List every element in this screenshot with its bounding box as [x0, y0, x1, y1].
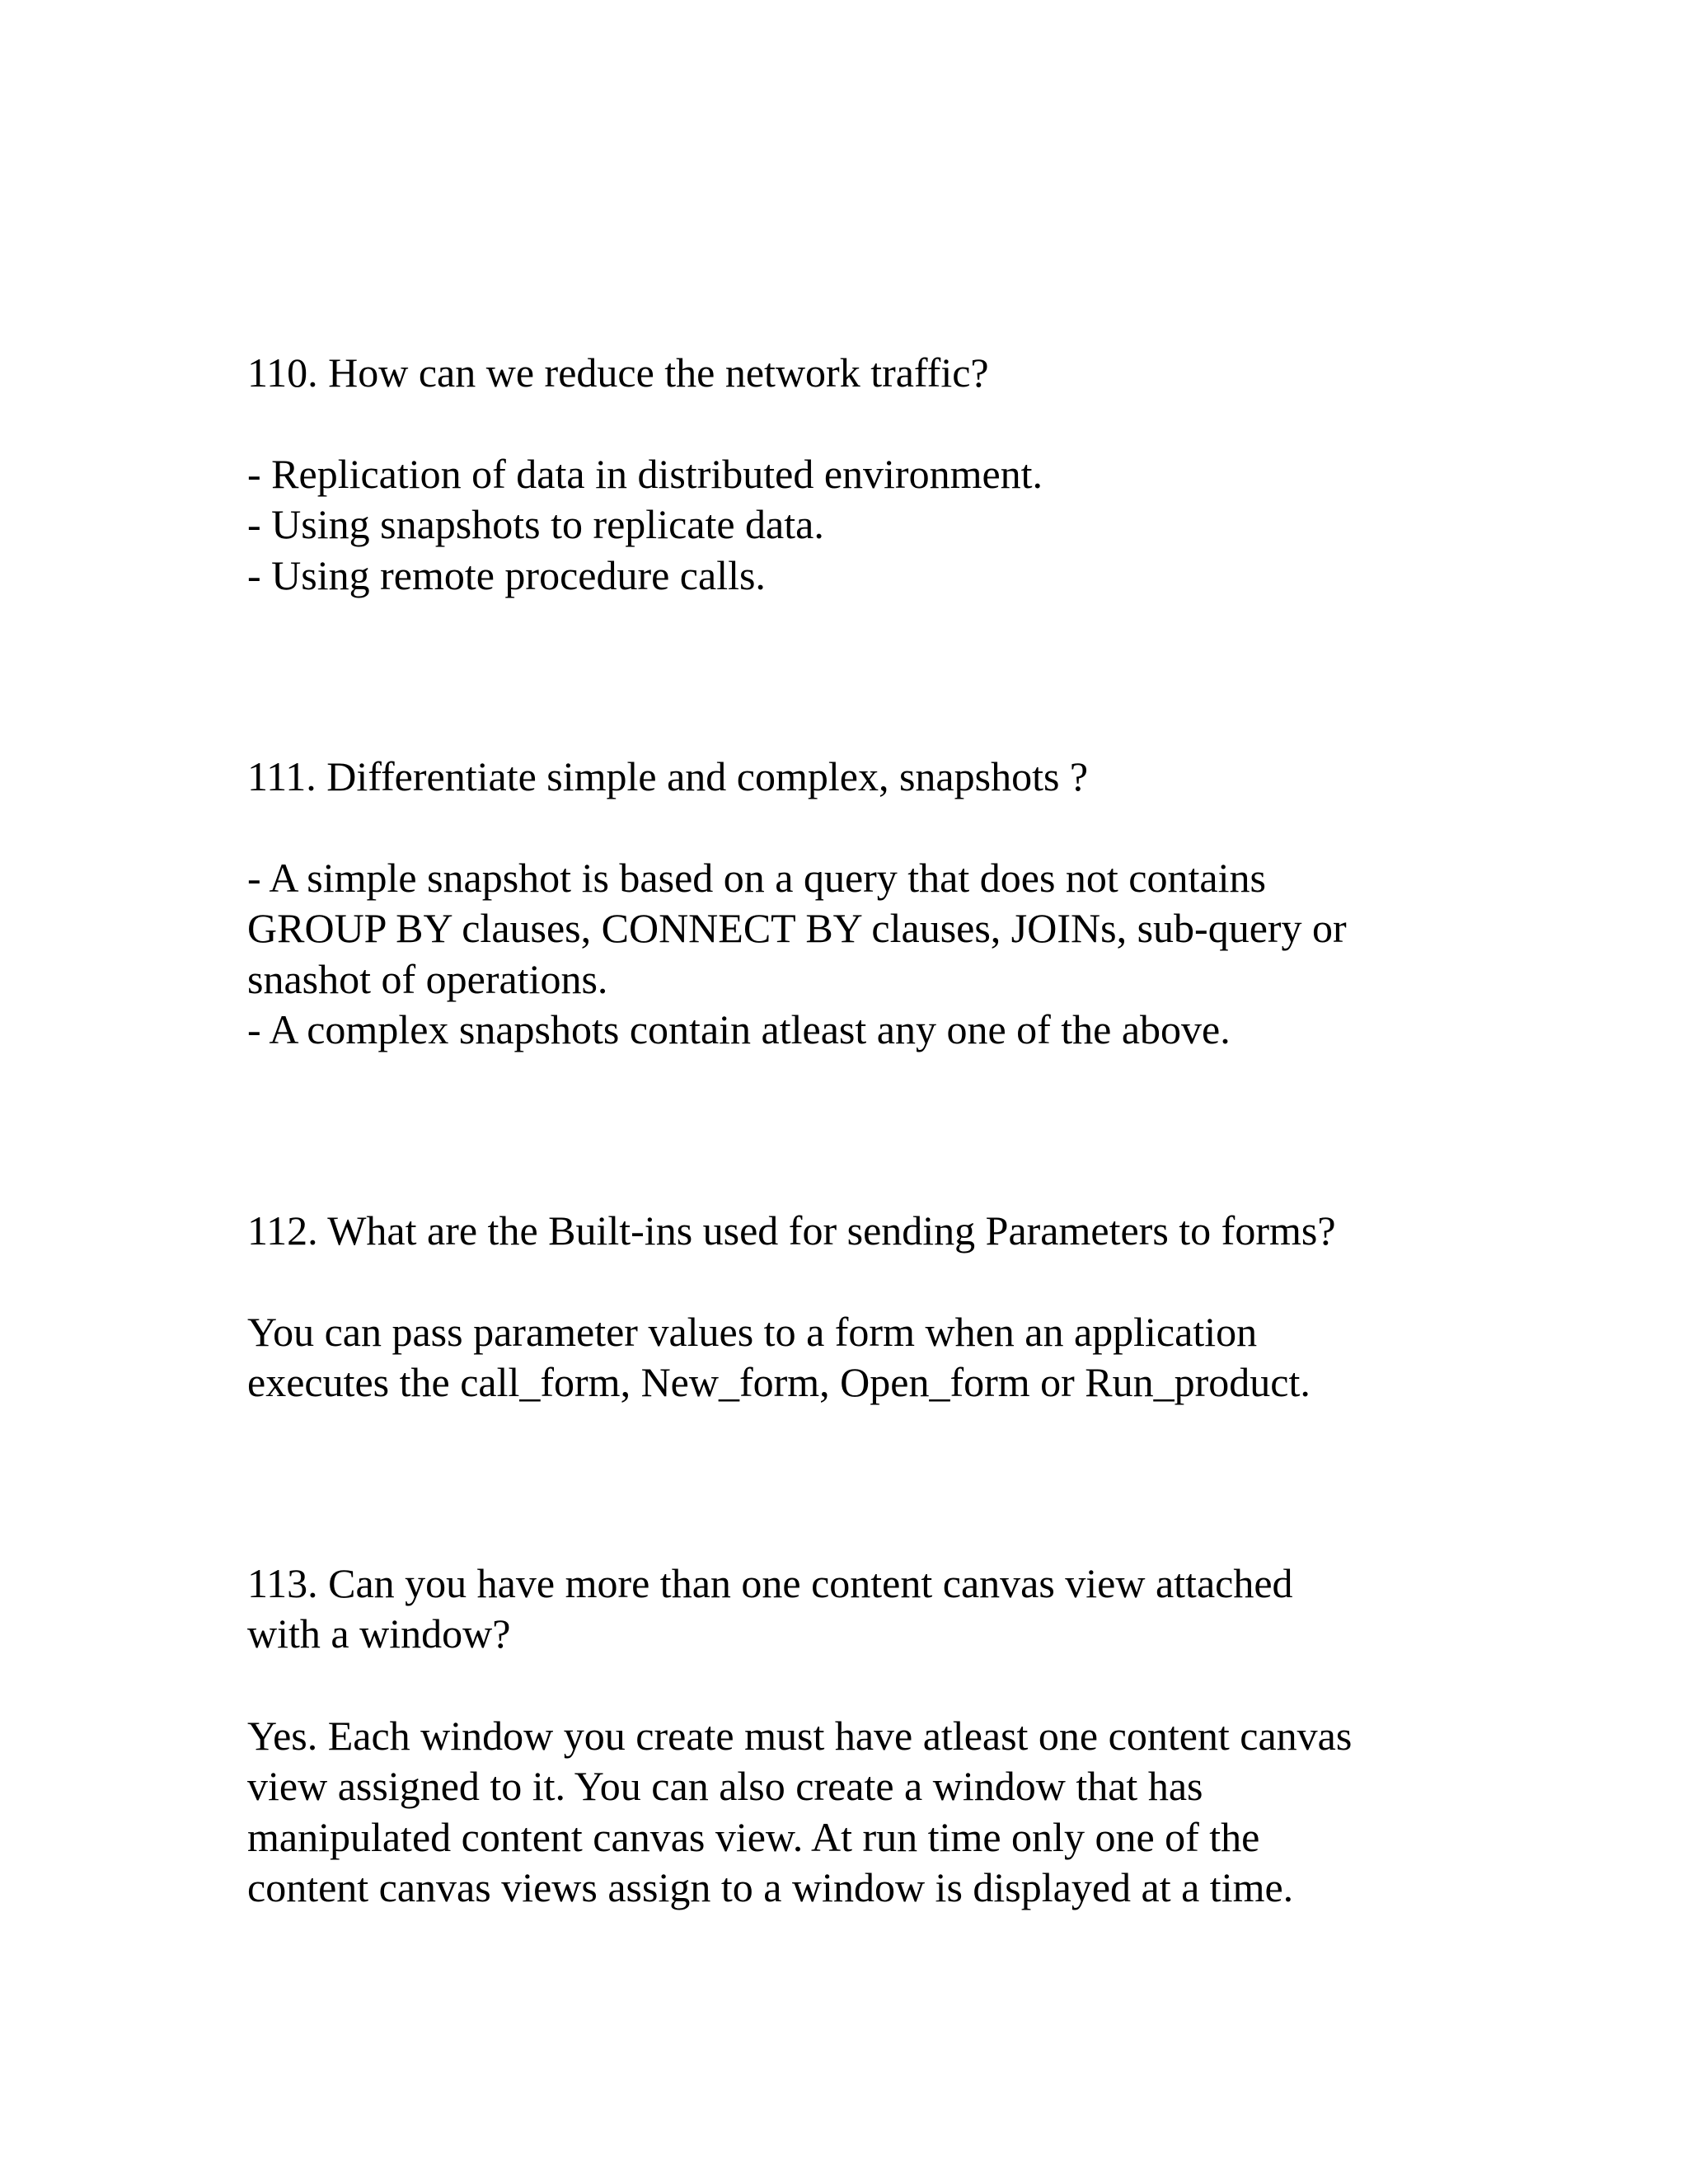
question-113 — [247, 1558, 1467, 1660]
answer-line: executes the call_form, New_form, Open_form or Run_product. — [247, 1359, 1311, 1406]
answer-line: You can pass parameter values to a form when an application — [247, 1309, 1258, 1355]
answer-line: - Replication of data in distributed environment. — [247, 451, 1043, 497]
answer-113 — [247, 1711, 1467, 1913]
question-112 — [247, 1206, 1467, 1256]
question-111 — [247, 752, 1467, 802]
answer-111 — [247, 853, 1467, 1055]
question-line: 111. Differentiate simple and complex, snapshots ? — [247, 753, 1089, 799]
answer-line: view assigned to it. You can also create a window that has — [247, 1763, 1203, 1810]
answer-line: - Using remote procedure calls. — [247, 551, 766, 598]
answer-110 — [247, 449, 1467, 601]
answer-line: manipulated content canvas view. At run time only one of the — [247, 1813, 1260, 1860]
question-line: 110. How can we reduce the network traffic? — [247, 349, 989, 396]
answer-line: - A complex snapshots contain atleast any one of the above. — [247, 1005, 1231, 1052]
question-110 — [247, 348, 1467, 398]
question-line: 112. What are the Built-ins used for sending Parameters to forms? — [247, 1207, 1336, 1254]
question-line: with a window? — [247, 1610, 511, 1657]
answer-line: content canvas views assign to a window is displayed at a time. — [247, 1863, 1294, 1910]
answer-line: - Using snapshots to replicate data. — [247, 501, 824, 548]
answer-line: GROUP BY clauses, CONNECT BY clauses, JOINs, sub-query or — [247, 905, 1347, 952]
answer-line: - A simple snapshot is based on a query that does not contains — [247, 855, 1266, 901]
answer-line: Yes. Each window you create must have atleast one content canvas — [247, 1713, 1353, 1759]
question-line: 113. Can you have more than one content canvas view attached — [247, 1560, 1293, 1606]
answer-line: snashot of operations. — [247, 955, 608, 1002]
answer-112 — [247, 1307, 1467, 1408]
